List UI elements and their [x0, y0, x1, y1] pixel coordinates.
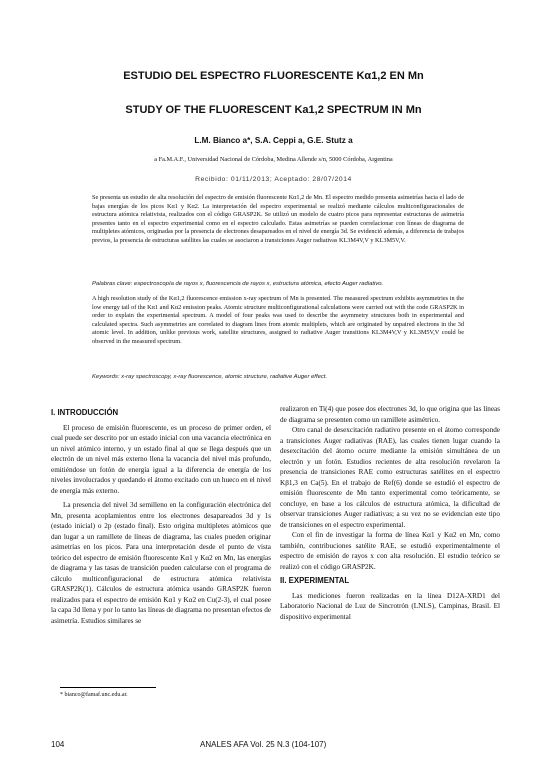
right-column [280, 404, 500, 622]
paragraph: El proceso de emisión fluorescente, es un proceso de primer orden, el cual puede ser descrito por un estado inicial con una vacancia electrónica en un nivel atómico interno, y un estado final al que se llega después que un electrón de un nivel más externo llena la vacancia del nivel más profundo, emitiéndose un fotón de energía igual a la diferencia de energía de los niveles involucrados y quedando el átomo excitado con un hueco en el nivel de energía más externo. [51, 423, 271, 495]
keywords-english [92, 374, 464, 380]
section-heading-introduccion: I. INTRODUCCIÓN [51, 408, 119, 417]
keywords-spanish [92, 281, 464, 287]
paragraph: La presencia del nivel 3d semilleno en la configuración electrónica del Mn, presenta acoplamientos entre los electrones desapareados 3d y 1s (estado inicial) o 2p (estado final). Esto origina multipletes atómicos que dan lugar a un ramillete de líneas de diagrama, las cuales pueden originar asimetrías en los picos. Para una interpretación desde el punto de vista teórico del espectro de emisión fluorescente Kα1 y Kα2 en Mn, las energías de diagrama y las tasas de transición pueden calcularse con el programa de cálculo multiconfiguracional de estructura atómica relativista GRASP2K(1). Cálculos de estructura atómica usando GRASP2K fueron realizados para el espectro de emisión Kα1 y Kα2 en Cu(2-3), el cual posee la capa 3d llena y por lo tanto las líneas de diagrama no presentan efectos de asimetría. Estudios similares se [51, 501, 271, 625]
abstract-spanish: Se presenta un estudio de alta resolución del espectro de emisión fluorescente Kα1,2 de Mn. El espectro medido presenta asimetrías hacia el lado de bajas energías de los picos Kα1 y Kα2. La interpretación del espectro experimental se realizó mediante cálculos multiconfiguracionales de estructura atómica relativista, realizados con el código GRASP2K. Se utilizó un modelo de cuatro picos para representar estructuras de asimetría presentes tanto en el espectro experimental como en el espectro calculado. Estas asimetrías se pueden correlacionar con líneas de diagrama de multipletes atómicos, originadas por la presencia de electrones desapareados en el nivel de energía 3d. Se evidenció además, a diferencia de trabajos previos, la presencia de estructuras satélites las cuales se asociaron a transiciones Auger radiativas KL3M4V,V y KL3M5V,V. [92, 194, 464, 244]
received-accepted-dates: Recibido: 01/11/2013; Aceptado: 28/07/2014 [195, 176, 352, 183]
abstract-english: A high resolution study of the Kα1,2 fluorescence emission x-ray spectrum of Mn is presented. The measured spectrum exhibits asymmetries in the low energy tail of the Kα1 and Kα2 emission peaks. Atomic structure multiconfigurational calculations were carried out with the code GRASP2K in order to explain the experimental spectrum. A model of four peaks was used to describe the asymmetry structures both in experimental and calculated spectra. Such asymmetries are correlated to diagram lines from atomic multiplets, which are originated by unpaired electrons in the 3d atomic level. In addition, unlike previous work, satellite structures, assigned to radiative Auger transitions KL3M4V,V y KL3M5V,V could be observed in the measured spectrum. [92, 295, 464, 345]
paragraph: Las mediciones fueron realizadas en la línea D12A-XRD1 del Laboratorio Nacional de Luz de Sincrotrón (LNLS), Campinas, Brasil. El dispositivo experimental [280, 591, 500, 621]
page-number: 104 [51, 740, 65, 749]
title-spanish: ESTUDIO DEL ESPECTRO FLUORESCENTE Kα1,2 EN Mn [123, 70, 424, 82]
keywords-text: x-ray spectroscopy, x-ray fluorescence, atomic structure, radiative Auger effect. [121, 374, 328, 380]
paragraph: Otro canal de desexcitación radiativo presente en el átomo corresponde a transiciones Auger radiativas (RAE), las cuales tienen lugar cuando la desexcitación del átomo ocurre mediante la emisión simultánea de un electrón y un fotón. Estudios recientes de alta resolución revelaron la presencia de transiciones RAE como estructuras satélites en el espectro Kβ1,3 en Ca(5). En el trabajo de Ref(6) donde se estudió el espectro de emisión fluorescente de Mn tanto experimental como teóricamente, se concluye, en base a los cálculos de estructura atómica, la dificultad de observar transiciones Auger radiativas; a su vez no se evidencian este tipo de transiciones en el espectro experimental. [280, 426, 500, 529]
paragraph: realizaron en Ti(4) que posee dos electrones 3d, lo que origina que las líneas de diagrama se presenten como un ramillete asimétrico. [280, 405, 500, 424]
title-english: STUDY OF THE FLUORESCENT Ka1,2 SPECTRUM IN Mn [125, 104, 422, 116]
footnote-email: * bianco@famaf.unc.edu.ar. [60, 692, 128, 698]
affiliation: a Fa.M.A.F., Universidad Nacional de Córdoba, Medina Allende s/n, 5000 Córdoba, Argentina [154, 156, 393, 163]
keywords-label: Keywords: [92, 374, 120, 380]
paragraph: Con el fin de investigar la forma de línea Kα1 y Kα2 en Mn, como también, contribuciones satélite RAE, se estudió experimentalmente el espectro de emisión de rayos x con alta resolución. El estudio teórico se realizó con el código GRASP2K. [280, 531, 500, 571]
journal-citation: ANALES AFA Vol. 25 N.3 (104-107) [200, 740, 327, 749]
left-column [51, 408, 271, 626]
authors: L.M. Bianco a*, S.A. Ceppi a, G.E. Stutz a [194, 136, 353, 145]
keywords-label: Palabras clave: [92, 281, 133, 287]
footnote-divider [60, 687, 156, 688]
keywords-text: espectroscopía de rayos x, fluorescencia de rayos x, estructura atómica, efecto Auger radiativo. [133, 281, 384, 287]
section-heading-experimental: II. EXPERIMENTAL [280, 576, 350, 585]
